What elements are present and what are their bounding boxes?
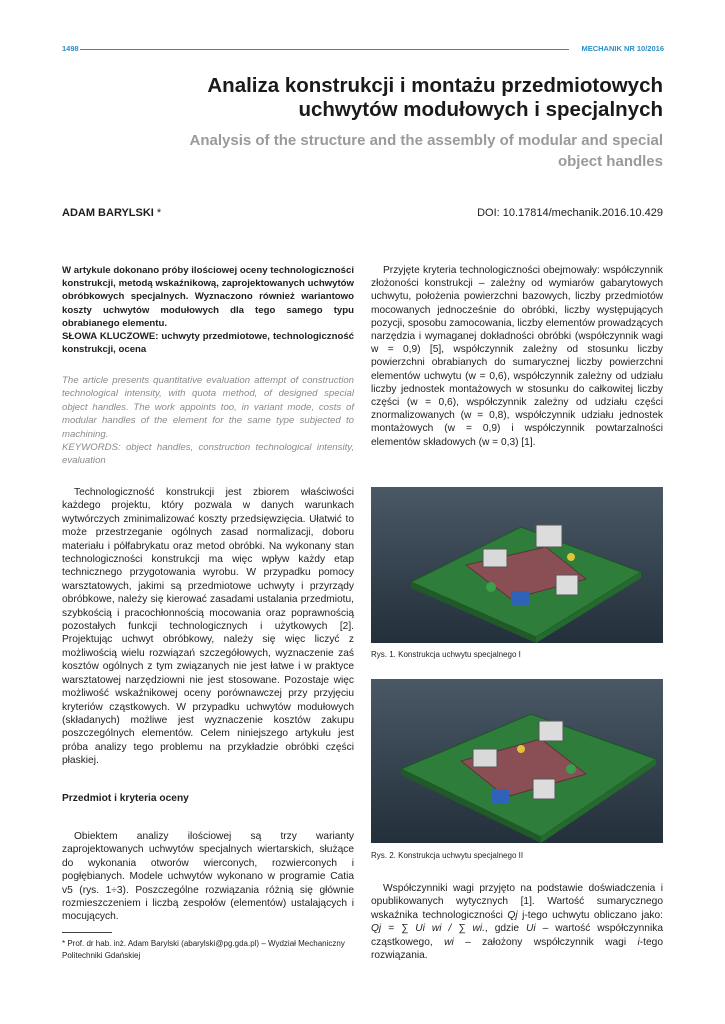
weights-text-d: – wartość współczynnika cząstkowego, [371,923,663,948]
symbol-ui: Ui [526,923,536,935]
doi[interactable]: DOI: 10.17814/mechanik.2016.10.429 [477,207,663,219]
author-mark: * [153,207,162,219]
weights-text-c: , gdzie [484,923,527,935]
running-header [62,44,664,56]
keywords-english: KEYWORDS: object handles, construction technological intensity, evaluation [62,442,354,467]
weights-text-e: – założony współczynnik wagi [453,936,638,948]
title-polish: Analiza konstrukcji i montażu przedmiotowych uchwytów modułowych i specjalnych [207,74,663,121]
footnote: * Prof. dr hab. inż. Adam Barylski (abarylski@pg.gda.pl) – Wydział Mechaniczny Politechniki Gdańskiej [62,939,345,960]
weights-text-a: Współczynniki wagi przyjęto na podstawie doświadczenia i opublikowanych wytycznych [1]. Wartość sumarycznego wskaźnika technologiczności [371,883,663,921]
intro-section [62,486,354,768]
page-number: 1498 [62,44,79,53]
figure-1-cad-render [371,487,663,643]
abstract-polish [62,264,354,356]
intro-paragraph: Technologiczność konstrukcji jest zbiorem właściwości każdego projektu, który pozwala w danych warunkach wytwórczych zminimalizować koszty przedsięwzięcia. Ułatwić to może przestrzeganie ogólnych zasad normalizacji, doboru materiału i półfabrykatu oraz metod obróbki. Na wykonany stan technologiczności konstrukcji ma więc wpływ każdy etap technicznego przygotowania wyrobu. W przypadku pomocy warsztatowych, jakimi są przedmiotowe uchwyty i przyrządy obróbkowe, należy się kierować zasadami ustalania przedmiotu, szybkością i pracochłonnością mocowania oraz poprawnością pozostałych funkcji technologicznych i użytkowych [2]. Projektując uchwyt obróbkowy, należy się więc liczyć z możliwością wielu rozwiązań szczegółowych, wyznaczenie zaś kosztów ogólnych z tym związanych nie jest łatwe i w praktyce warsztatowej narzędziowni nie jest stosowane. Pozostaje więc możliwość wskaźnikowej oceny porównawczej przy przyjęciu kryteriów cząstkowych. W przypadku uchwytów modułowych (składanych) możliwe jest wyznaczenie kosztów zakupu poszczególnych elementów. Celem niniejszego artykułu jest próba analizy tego problemu na przykładzie obróbki części płaskiej. [62,487,354,767]
section-heading: Przedmiot i kryteria oceny [62,793,189,804]
figure-2-cad-render [371,679,663,843]
section-body [62,830,354,924]
keywords-polish: SŁOWA KLUCZOWE: uchwyty przedmiotowe, technologiczność konstrukcji, ocena [62,331,354,356]
figure-2-drawing [371,679,663,843]
weights-text-f: -tego rozwiązania. [371,936,663,962]
figure-1-drawing [371,487,663,643]
author-line [62,207,161,219]
section-paragraph: Obiektem analizy ilościowej są trzy warianty zaprojektowanych uchwytów specjalnych wiertarskich, służące do wykonania otworów wierconych, rozwierconych i pogłębianych. Modele uchwytów wykonano w programie Catia v5 (rys. 1÷3). Poszczególne rozwiązania różnią się głównie rozmieszczeniem i liczbą zespołów (elementów) ustalających i mocujących. [62,831,354,923]
abstract-en-text: The article presents quantitative evaluation attempt of construction technological intensity, with quota method, of designed special object handles. The work appoints too, in variant mode, costs of modular handles of the element for the same type subjected to machining. [62,375,354,440]
figure-2-caption: Rys. 2. Konstrukcja uchwytu specjalnego II [371,851,524,860]
abstract-pl-text: W artykule dokonano próby ilościowej oceny technologiczności konstrukcji, metodą wskaźnikową, zaprojektowanych uchwytów obróbkowych specjalnych. Wyznaczono również wariantowo koszty uchwytów modułowych dla tego samego typu obrabianego elementu. [62,265,354,329]
footnote-rule [62,932,112,933]
author-name: ADAM BARYLSKI [62,207,154,219]
title-english: Analysis of the structure and the assembly of modular and special object handles [189,132,663,170]
weights-text-b: j-tego uchwytu obliczano jako: [517,909,663,921]
symbol-qj: Qj [507,909,518,921]
weights-paragraph [371,882,663,962]
journal-name: MECHANIK NR 10/2016 [581,44,664,53]
weights-section [371,882,663,962]
figure-1-caption: Rys. 1. Konstrukcja uchwytu specjalnego I [371,650,521,659]
symbol-i: i [637,936,640,948]
formula: Qj = ∑ Ui wi / ∑ wi. [371,923,485,935]
criteria-section [371,264,663,449]
symbol-wi: wi [444,936,454,948]
header-rule [80,49,569,50]
abstract-english [62,374,354,468]
criteria-paragraph: Przyjęte kryteria technologiczności obejmowały: współczynnik złożoności konstrukcji – zależny od wymiarów gabarytowych uchwytu, położenia powierzchni bazowych, liczby przedmiotów mocowanych jednocześnie do obróbki, liczby występujących pozycji, sposobu zamocowania, liczby elementów prowadzących narzędzia i wymaganej dokładności obróbki (współczynnik wagi w = 0,9) [5], współczynnik zależny od stosunku liczby powierzchni obrabianych do sumarycznej liczby powierzchni elementów uchwytu (w = 0,6), współczynnik zależny od udziału liczby jednostek montażowych w stosunku do całkowitej liczby części (w = 0,6), współczynnik zależny od udziału części znormalizowanych (w = 0,8), współczynnik udziału jednostek montażowych (w = 0,9) i współczynnik powtarzalności elementów składowych (w = 0,3) [1]. [371,265,663,448]
